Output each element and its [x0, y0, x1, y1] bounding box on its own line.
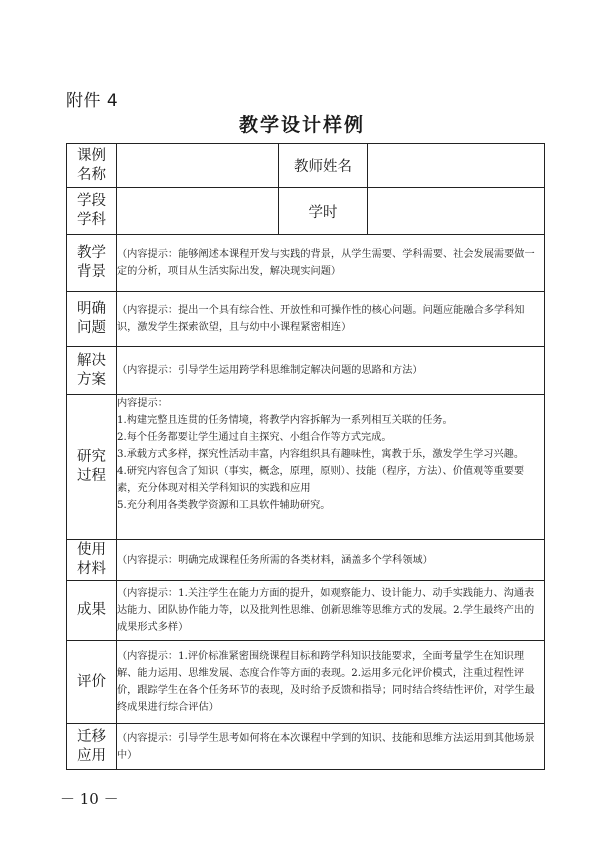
page-title: 教学设计样例 — [238, 114, 365, 136]
attachment-label: 附件 4 — [66, 91, 119, 111]
solution-hint[interactable]: （内容提示：引导学生运用跨学科思维制定解决问题的思路和方法） — [117, 347, 545, 395]
research-hint-line: 3.承载方式多样，探究性活动丰富，内容组织具有趣味性，寓教于乐，激发学生学习兴趣。 — [117, 449, 525, 460]
solution-label: 解决 方案 — [67, 347, 117, 395]
evaluation-label: 评价 — [67, 641, 117, 724]
row-course-name — [67, 144, 545, 188]
row-solution — [67, 347, 545, 395]
row-grade-subject — [67, 188, 545, 235]
research-hint-line: 1.构建完整且连贯的任务情境，将教学内容拆解为一系列相互关联的任务。 — [117, 415, 453, 426]
background-label: 教学 背景 — [67, 235, 117, 292]
research-hint-line: 4.研究内容包含了知识（事实，概念，原理，原则）、技能（程序，方法）、价值观等重要要素，充分体现对相关学科知识的实践和应用 — [117, 466, 525, 494]
grade-subject-field[interactable] — [117, 188, 279, 235]
teacher-name-field[interactable] — [368, 144, 545, 188]
row-transfer — [67, 724, 545, 770]
materials-hint[interactable]: （内容提示：明确完成课程任务所需的各类材料，涵盖多个学科领域） — [117, 540, 545, 581]
row-background — [67, 235, 545, 292]
evaluation-hint[interactable]: （内容提示：1.评价标准紧密围绕课程目标和跨学科知识技能要求，全面考量学生在知识理解、能力运用、思维发展、态度合作等方面的表现。2.运用多元化评价模式，注重过程性评价，跟踪学生在各个任务环节的表现，及时给予反馈和指导；同时结合终结性评价，对学生最终成果进行综合评估） — [117, 641, 545, 724]
row-research-process — [67, 395, 545, 540]
row-evaluation — [67, 641, 545, 724]
background-hint[interactable]: （内容提示：能够阐述本课程开发与实践的背景，从学生需要、学科需要、社会发展需要做一定的分析，项目从生活实际出发，解决现实问题） — [117, 235, 545, 292]
transfer-hint[interactable]: （内容提示：引导学生思考如何将在本次课程中学到的知识、技能和思维方法运用到其他场景中） — [117, 724, 545, 770]
problem-hint[interactable]: （内容提示：提出一个具有综合性、开放性和可操作性的核心问题。问题应能融合多学科知识，激发学生探索欲望，且与幼中小课程紧密相连） — [117, 292, 545, 347]
research-process-hint[interactable] — [117, 395, 545, 540]
course-name-label: 课例 名称 — [67, 144, 117, 188]
row-problem — [67, 292, 545, 347]
transfer-label: 迁移 应用 — [67, 724, 117, 770]
research-hint-line: 2.每个任务都要让学生通过自主探究、小组合作等方式完成。 — [117, 432, 392, 443]
row-materials — [67, 540, 545, 581]
page-number: － 10 － — [60, 790, 119, 808]
outcomes-label: 成果 — [67, 581, 117, 641]
research-hint-line: 内容提示： — [117, 398, 168, 409]
outcomes-hint[interactable]: （内容提示：1.关注学生在能力方面的提升，如观察能力、设计能力、动手实践能力、沟通表达能力、团队协作能力等，以及批判性思维、创新思维等思维方式的发展。2.学生最终产出的成果形式多样） — [117, 581, 545, 641]
materials-label: 使用 材料 — [67, 540, 117, 581]
problem-label: 明确 问题 — [67, 292, 117, 347]
teacher-name-label: 教师姓名 — [279, 144, 368, 188]
course-name-field[interactable] — [117, 144, 279, 188]
research-process-label: 研究 过程 — [67, 395, 117, 540]
class-hours-field[interactable] — [368, 188, 545, 235]
grade-subject-label: 学段 学科 — [67, 188, 117, 235]
class-hours-label: 学时 — [279, 188, 368, 235]
research-hint-line: 5.充分利用各类教学资源和工具软件辅助研究。 — [117, 500, 331, 511]
teaching-design-form — [66, 143, 545, 770]
row-outcomes — [67, 581, 545, 641]
